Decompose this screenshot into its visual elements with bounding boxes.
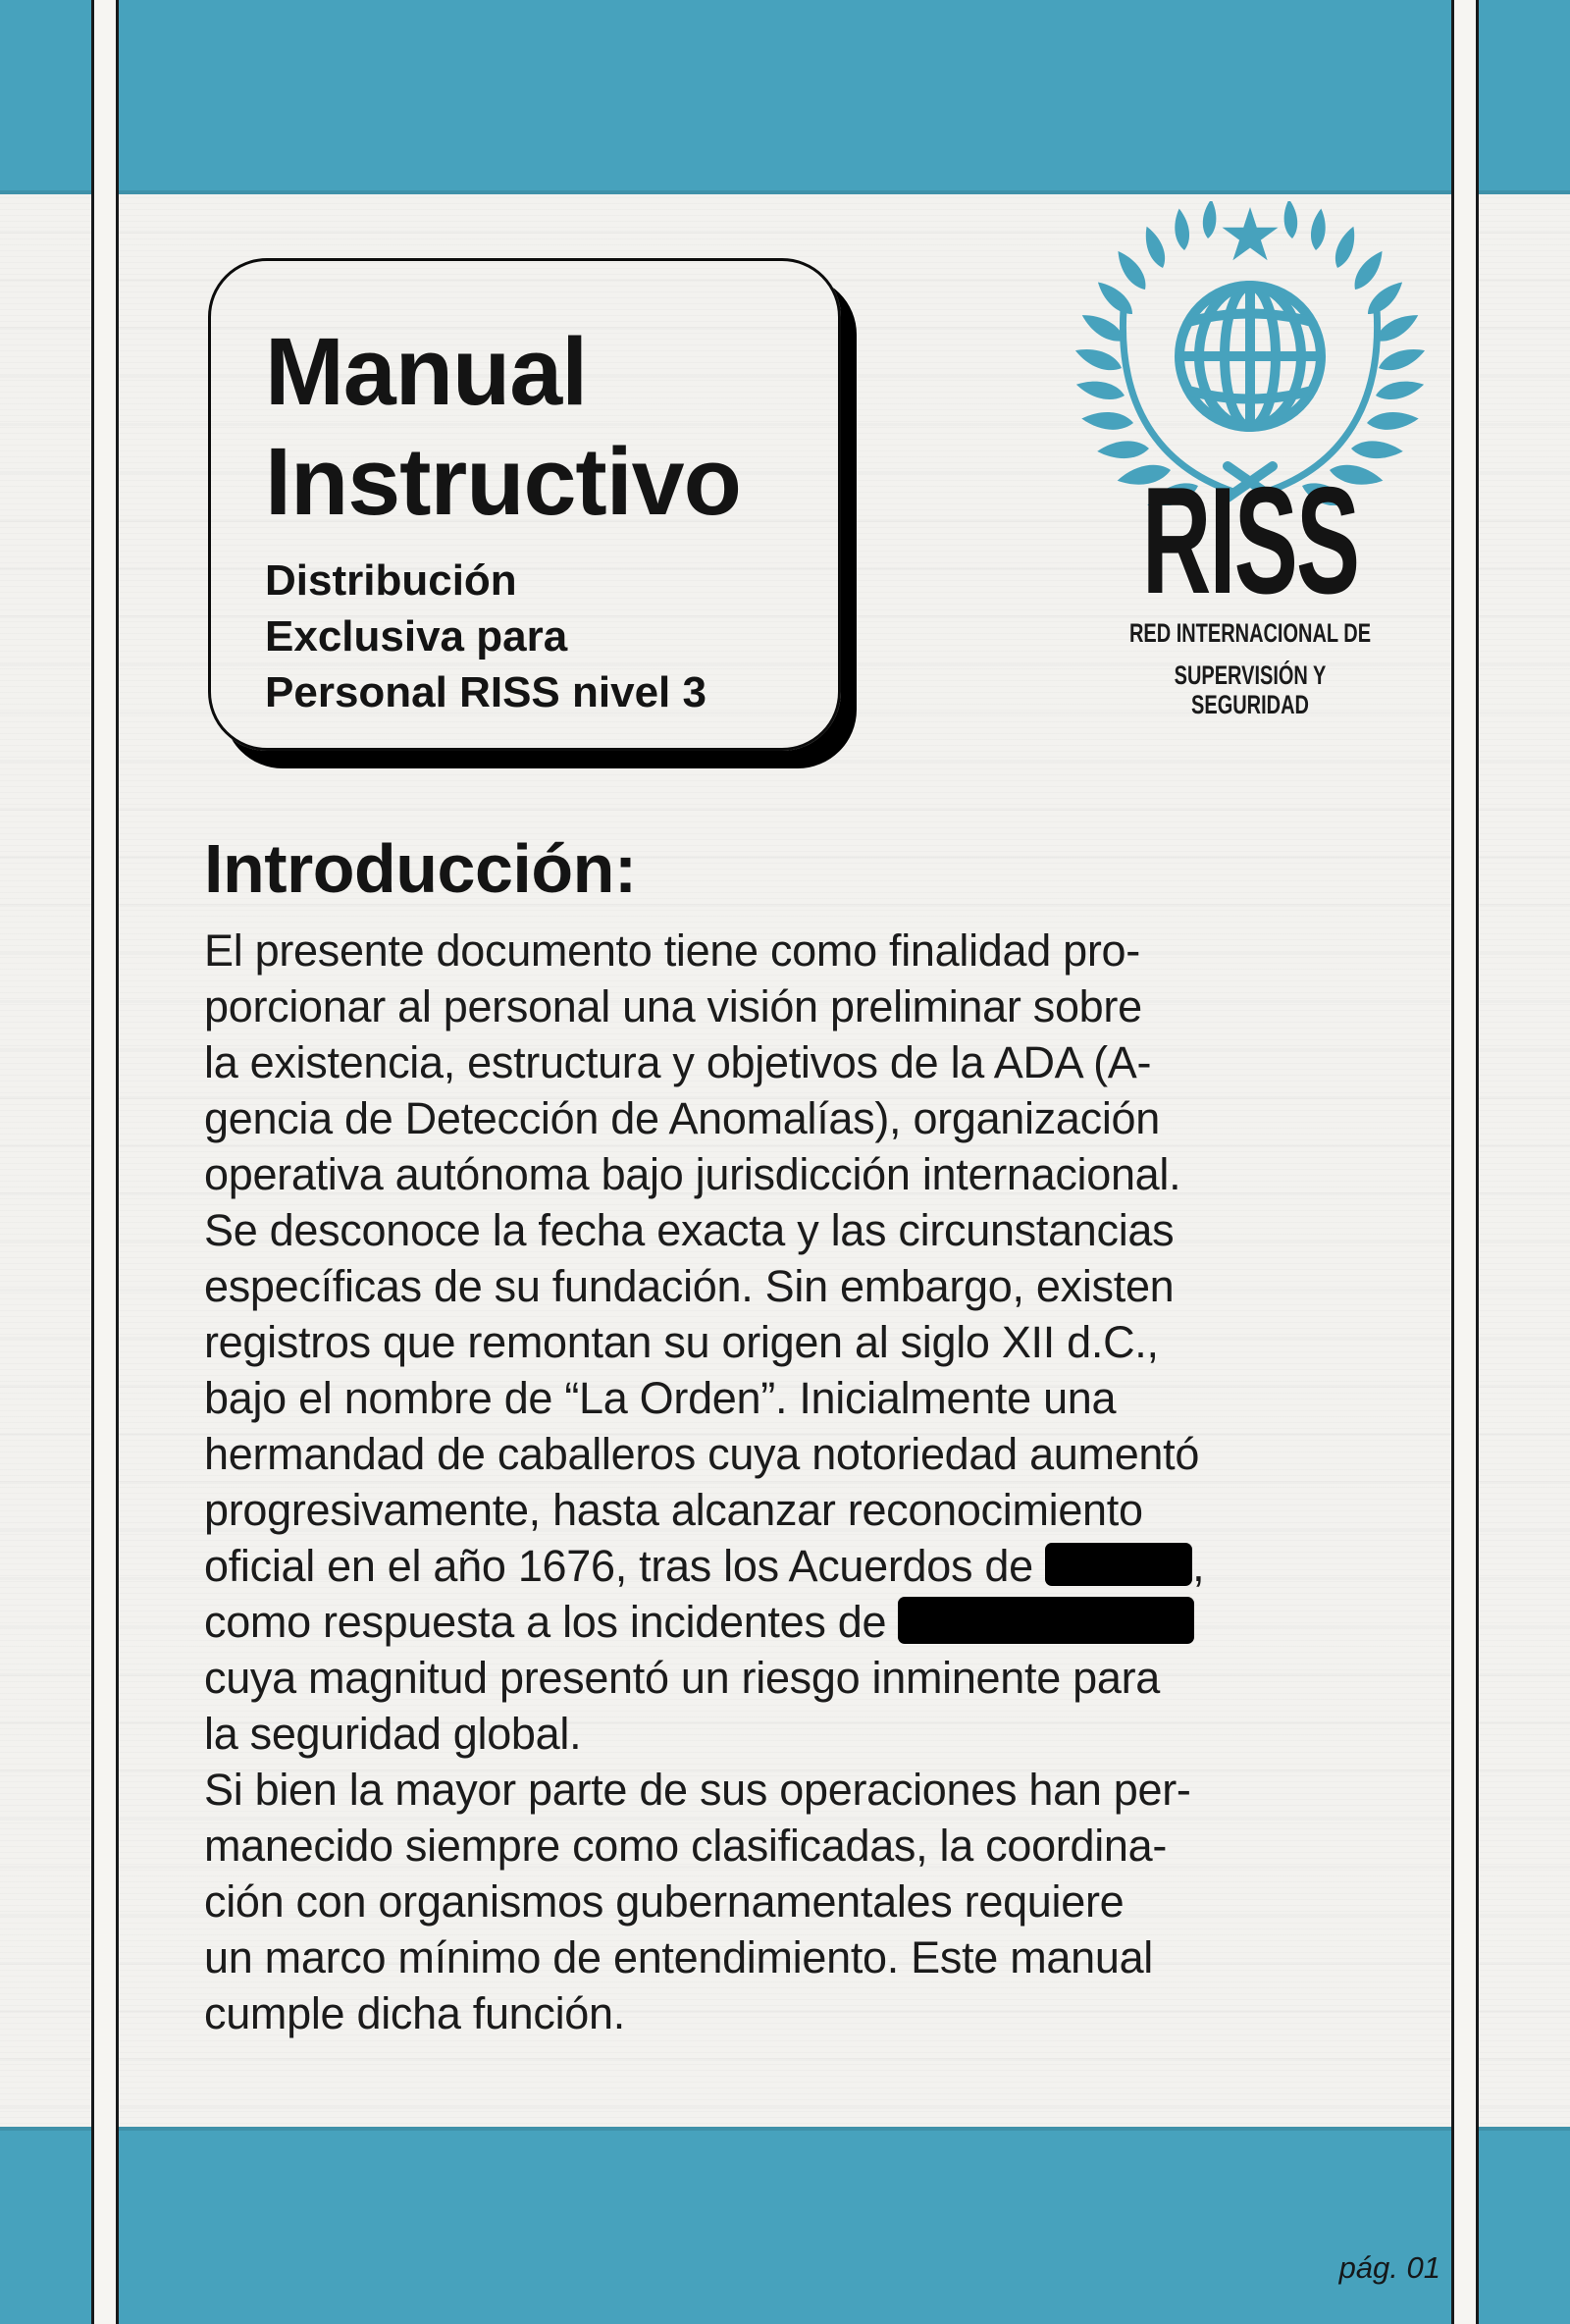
title-line-2: Instructivo	[265, 428, 741, 535]
body-line: operativa autónoma bajo jurisdicción internacional.	[204, 1149, 1181, 1199]
redaction-bar	[1045, 1543, 1192, 1586]
bottom-accent-band	[0, 2127, 1570, 2324]
document-title	[265, 317, 818, 537]
logo-caption-line-2: SUPERVISIÓN Y SEGURIDAD	[1174, 660, 1327, 719]
body-line: ción con organismos gubernamentales requiere	[204, 1876, 1125, 1927]
body-line: Se desconoce la fecha exacta y las circunstancias	[204, 1205, 1175, 1255]
body-line: oficial en el año 1676, tras los Acuerdos de ,	[204, 1541, 1205, 1591]
body-line: bajo el nombre de “La Orden”. Inicialmente una	[204, 1373, 1117, 1423]
subtitle-line-2: Exclusiva para	[265, 612, 568, 660]
document-subtitle	[265, 553, 818, 720]
body-paragraph	[204, 923, 1362, 2041]
redaction-bar	[898, 1597, 1194, 1644]
right-ruled-margin	[1451, 0, 1479, 2324]
body-line: un marco mínimo de entendimiento. Este manual	[204, 1932, 1154, 1982]
globe-icon	[1179, 286, 1321, 427]
logo-acronym: RISS	[1141, 455, 1359, 625]
subtitle-line-1: Distribución	[265, 556, 517, 605]
body-line: cuya magnitud presentó un riesgo inminente para	[204, 1653, 1161, 1703]
body-line: cumple dicha función.	[204, 1988, 625, 2038]
body-line: específicas de su fundación. Sin embargo, existen	[204, 1261, 1175, 1311]
body-line: El presente documento tiene como finalidad pro-	[204, 925, 1140, 976]
body-line: como respuesta a los incidentes de	[204, 1594, 1362, 1650]
body-line: la existencia, estructura y objetivos de la ADA (A-	[204, 1037, 1152, 1087]
body-line: hermandad de caballeros cuya notoriedad aumentó	[204, 1429, 1200, 1479]
left-ruled-margin	[91, 0, 119, 2324]
title-line-1: Manual	[265, 318, 588, 425]
body-line: progresivamente, hasta alcanzar reconocimiento	[204, 1485, 1143, 1535]
subtitle-line-3: Personal RISS nivel 3	[265, 668, 706, 716]
body-line: la seguridad global.	[204, 1709, 582, 1759]
body-line: gencia de Detección de Anomalías), organización	[204, 1093, 1161, 1143]
body-line: Si bien la mayor parte de sus operaciones han per-	[204, 1765, 1191, 1815]
page-number: pág. 01	[1338, 2250, 1440, 2285]
star-icon	[1223, 207, 1279, 260]
body-line: porcionar al personal una visión preliminar sobre	[204, 981, 1142, 1031]
title-box	[208, 258, 841, 751]
body-line: registros que remontan su origen al siglo XII d.C.,	[204, 1317, 1159, 1367]
section-heading: Introducción:	[204, 830, 637, 907]
body-line: manecido siempre como clasificadas, la coordina-	[204, 1821, 1168, 1871]
logo-caption-line-1: RED INTERNACIONAL DE	[1128, 618, 1372, 648]
riss-logo	[1068, 201, 1433, 731]
top-accent-band	[0, 0, 1570, 194]
